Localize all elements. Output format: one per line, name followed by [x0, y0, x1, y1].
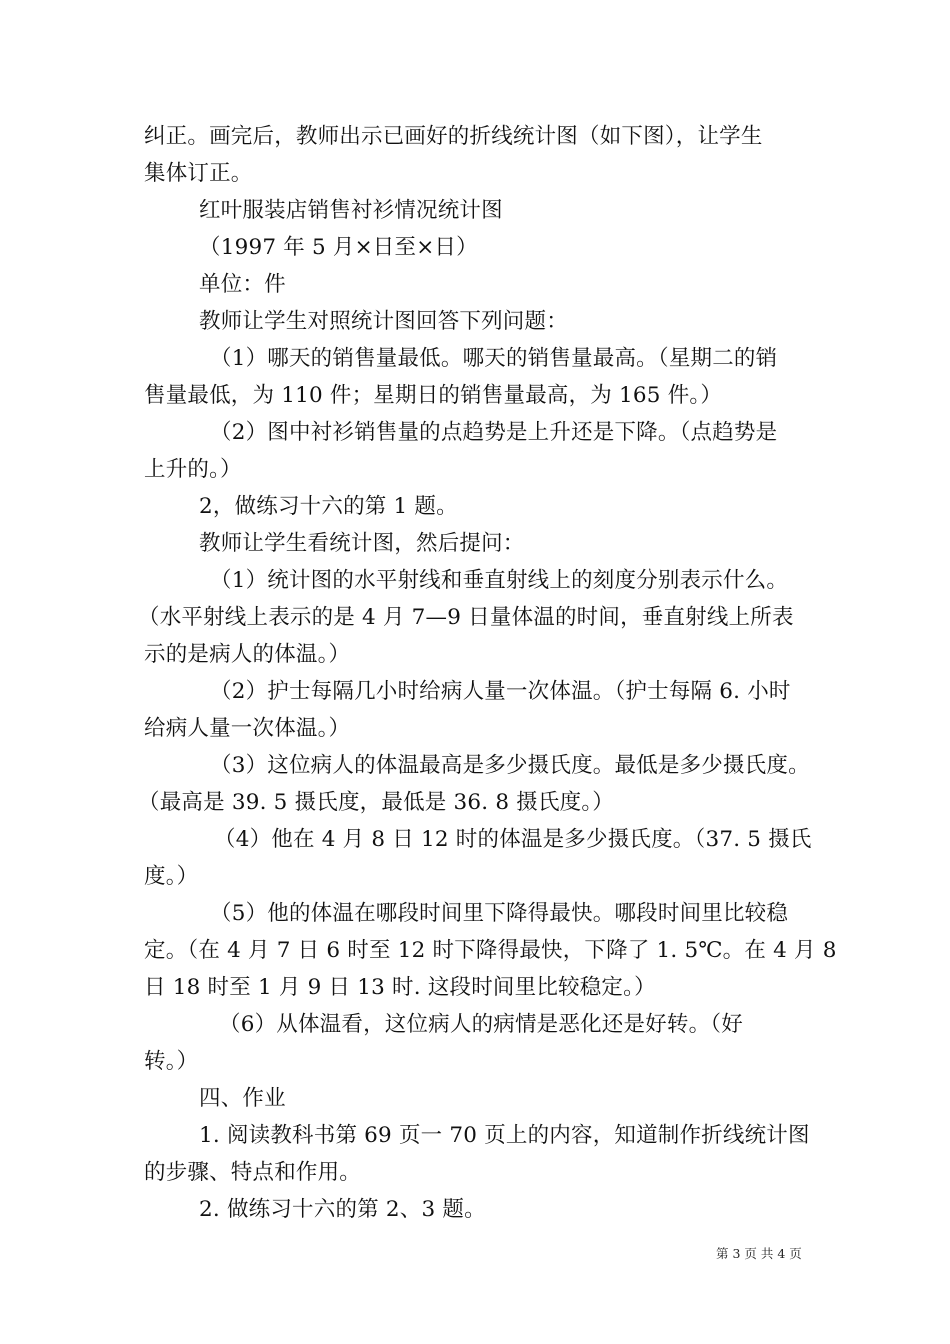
question-line: （1）统计图的水平射线和垂直射线上的刻度分别表示什么。 — [210, 568, 789, 593]
text-line: 教师让学生对照统计图回答下列问题： — [199, 309, 568, 334]
text-line: 日 18 时至 1 月 9 日 13 时. 这段时间里比较稳定。） — [144, 975, 656, 1000]
text-line: 2. 做练习十六的第 2、3 题。 — [199, 1197, 486, 1222]
page-number: 第 3 页 共 4 页 — [716, 1246, 802, 1261]
text-line: 2，做练习十六的第 1 题。 — [199, 494, 458, 519]
text-line: 的步骤、特点和作用。 — [144, 1160, 362, 1185]
question-line: （4）他在 4 月 8 日 12 时的体温是多少摄氏度。（37. 5 摄氏 — [214, 827, 812, 852]
text-line: 给病人量一次体温。） — [144, 716, 351, 741]
question-line: （6）从体温看，这位病人的病情是恶化还是好转。（好 — [219, 1012, 743, 1037]
question-line: （2）图中衬衫销售量的点趋势是上升还是下降。（点趋势是 — [210, 420, 778, 445]
text-line: 度。） — [144, 864, 199, 889]
text-line: 转。） — [144, 1049, 199, 1074]
chart-subtitle-line: （1997 年 5 月×日至×日） — [199, 235, 478, 260]
text-line: 纠正。画完后，教师出示已画好的折线统计图（如下图），让学生 — [144, 124, 763, 149]
question-line: （1）哪天的销售量最低。哪天的销售量最高。（星期二的销 — [210, 346, 778, 371]
question-line: （2）护士每隔几小时给病人量一次体温。（护士每隔 6. 小时 — [210, 679, 791, 704]
text-line: （水平射线上表示的是 4 月 7—9 日量体温的时间，垂直射线上所表 — [138, 605, 794, 630]
section-heading: 四、作业 — [199, 1086, 286, 1111]
text-line: 教师让学生看统计图，然后提问： — [199, 531, 525, 556]
chart-title-line: 红叶服装店销售衬衫情况统计图 — [199, 198, 503, 223]
chart-unit-line: 单位：件 — [199, 272, 286, 297]
question-line: （3）这位病人的体温最高是多少摄氏度。最低是多少摄氏度。 — [210, 753, 810, 778]
text-line: 售量最低，为 110 件；星期日的销售量最高，为 165 件。） — [144, 383, 723, 408]
text-line: 示的是病人的体温。） — [144, 642, 351, 667]
text-line: 集体订正。 — [144, 161, 253, 186]
text-line: 上升的。） — [144, 457, 242, 482]
text-line: （最高是 39. 5 摄氏度，最低是 36. 8 摄氏度。） — [138, 790, 614, 815]
question-line: （5）他的体温在哪段时间里下降得最快。哪段时间里比较稳 — [210, 901, 789, 926]
text-line: 1. 阅读教科书第 69 页一 70 页上的内容，知道制作折线统计图 — [199, 1123, 810, 1148]
text-line: 定。（在 4 月 7 日 6 时至 12 时下降得最快，下降了 1. 5℃。在 4 月 8 — [144, 938, 837, 963]
